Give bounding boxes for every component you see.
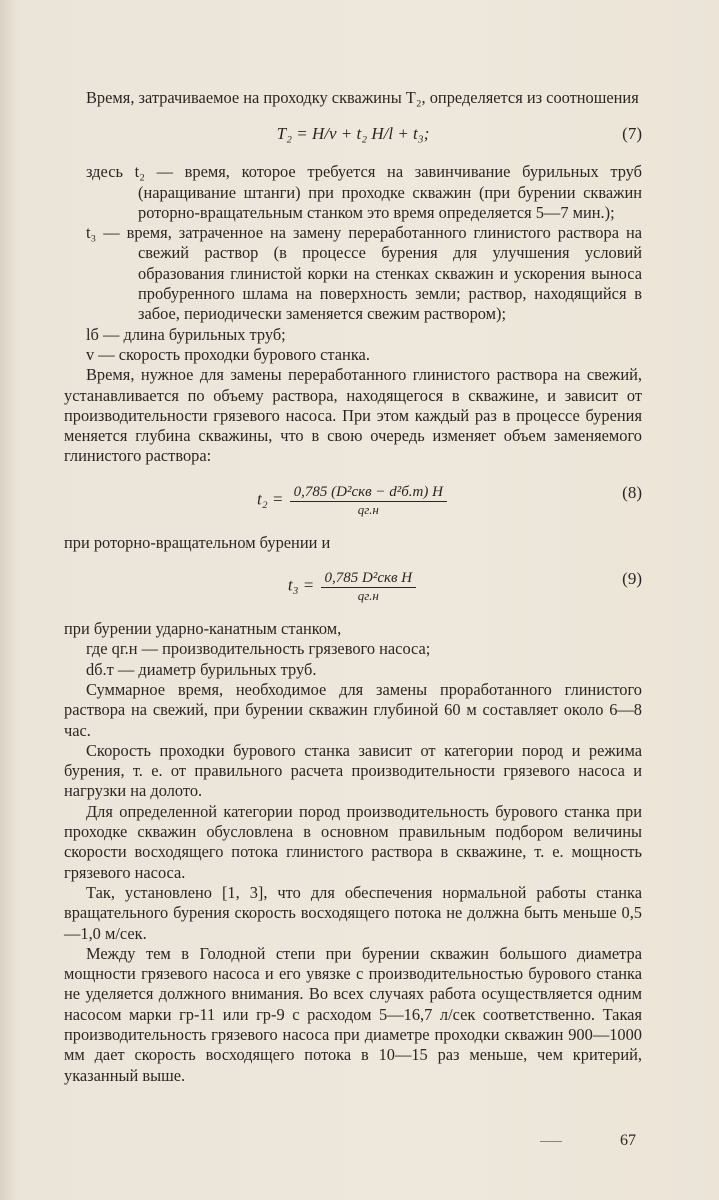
paragraph-percussion: при бурении ударно-канатным станком, [64,619,342,639]
equation-8-numerator: 0,785 (D²скв − d²б.т) H [290,483,447,502]
equation-9 [64,561,642,613]
equation-8-denominator: qг.н [357,501,379,517]
equation-8-number: (8) [622,482,642,502]
paragraph-rotary: при роторно-вращательном бурении и [64,532,331,552]
equation-7-number: (7) [622,124,642,144]
definition-q: где qг.н — производительность грязевого насоса; [86,639,431,659]
paragraph-total-time: Суммарное время, необходимое для замены проработанного глинистого раствора на свежий, при бурении скважин глубиной 60 м составляет около 6—8 час. [64,679,642,740]
footer-dash [540,1141,562,1142]
paragraph-drilling-speed: Скорость проходки бурового станка зависит от категории пород и режима бурения, т. е. от правильного расчета производительности грязевого насоса и нагрузки на долото. [64,740,642,801]
paragraph-intro: Время, затрачиваемое на проходку скважины T₂, определяется из соотношения [86,88,639,107]
equation-9-number: (9) [622,569,642,589]
definition-v: v — скорость проходки бурового станка. [86,344,370,364]
equation-9-left: t₃ = [287,575,315,595]
equation-9-numerator: 0,785 D²скв H [321,569,417,588]
equation-9-fraction [321,569,417,604]
equation-8-fraction [290,483,447,518]
equation-7 [64,116,642,156]
paragraph-golodnaya-steppe: Между тем в Голодной степи при бурении скважин большого диаметра мощности грязевого насоса и его увязке с производительностью бурового станка не уделяется должного внимания. Во всех случаях работа осуществляется одним насосом марки гр-11 или гр-9 с расходом 5—16,7 л/сек соответственно. Такая производительность грязевого насоса при диаметре проходки скважин 900—1000 мм дает скорость восходящего потока в 10—15 раз меньше, чем критерий, указанный выше. [64,943,642,1085]
paragraph-category: Для определенной категории пород производительность бурового станка при проходке скважин обусловлена в основном правильным подбором величины скорости восходящего потока глинистого раствора в скважине, т. е. мощность грязевого насоса. [64,801,642,882]
page-text [64,88,642,1086]
equation-9-denominator: qг.н [357,588,379,604]
page-number: 67 [620,1132,636,1149]
paragraph-established: Так, установлено [1, 3], что для обеспечения нормальной работы станка вращательного бурения скорость восходящего потока не должна быть меньше 0,5—1,0 м/сек. [64,882,642,943]
definition-t2: здесь t₂ — время, которое требуется на завинчивание бурильных труб (наращивание штанги) при проходке скважин (при бурении скважин роторно-вращательным станком это время определяется 5—7 мин.); [86,162,642,222]
equation-8-formula [64,483,642,518]
definition-d: dб.т — диаметр бурильных труб. [86,659,317,679]
equation-8-left: t₂ = [257,489,284,509]
equation-7-formula: T₂ = H/v + t₂ H/l + t₃; [276,124,430,144]
definition-l: lб — длина бурильных труб; [86,324,286,344]
equation-9-formula [64,569,642,604]
paragraph-solution-replacement: Время, нужное для замены переработанного глинистого раствора на свежий, устанавливается по объему раствора, находящегося в скважине, и зависит от производительности грязевого насоса. При этом каждый раз в процессе бурения меняется глубина скважины, что в свою очередь изменяет объем заменяемого глинистого раствора: [64,365,642,466]
equation-8 [64,475,642,527]
definition-t3: t₃ — время, затраченное на замену переработанного глинистого раствора на свежий раствор (в процессе бурения для улучшения условий образования глинистой корки на стенках скважин и ускорения выноса пробуренного шлама на поверхность земли; раствор, находящийся в забое, периодически заменяется свежим раствором); [86,223,642,324]
